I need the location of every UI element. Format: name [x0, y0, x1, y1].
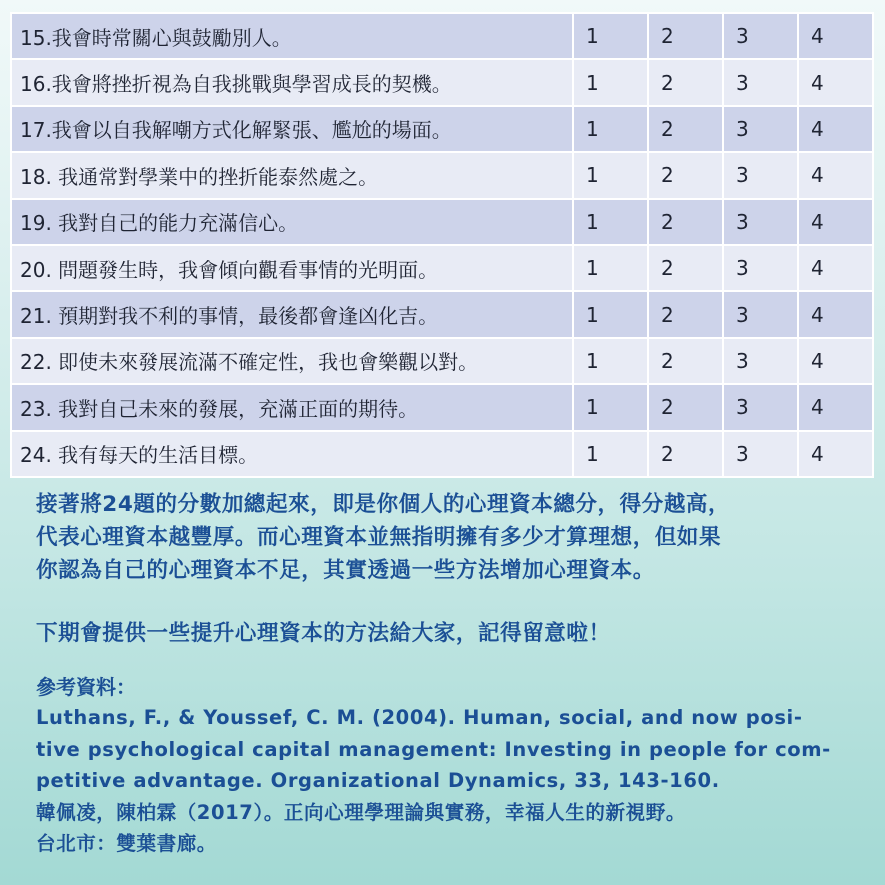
score-3: 3	[723, 59, 798, 105]
score-3: 3	[723, 245, 798, 291]
score-2: 2	[648, 59, 723, 105]
score-2: 2	[648, 291, 723, 337]
score-3: 3	[723, 291, 798, 337]
question-text: 17.我會以自我解嘲方式化解緊張、尷尬的場面。	[11, 106, 573, 152]
table-row	[11, 106, 873, 152]
survey-table	[10, 12, 874, 478]
score-3: 3	[723, 13, 798, 59]
score-2: 2	[648, 338, 723, 384]
score-1: 1	[573, 13, 648, 59]
score-1: 1	[573, 199, 648, 245]
score-4: 4	[798, 199, 873, 245]
score-3: 3	[723, 106, 798, 152]
question-text: 16.我會將挫折視為自我挑戰與學習成長的契機。	[11, 59, 573, 105]
reference-line: tive psychological capital management: Investing in people for com-	[36, 737, 831, 761]
table-row	[11, 338, 873, 384]
references-list	[36, 702, 866, 860]
table-row	[11, 59, 873, 105]
question-text: 19. 我對自己的能力充滿信心。	[11, 199, 573, 245]
score-1: 1	[573, 59, 648, 105]
score-1: 1	[573, 338, 648, 384]
score-2: 2	[648, 199, 723, 245]
score-4: 4	[798, 338, 873, 384]
score-2: 2	[648, 152, 723, 198]
next-issue-note: 下期會提供一些提升心理資本的方法給大家，記得留意啦！	[36, 621, 611, 646]
score-2: 2	[648, 13, 723, 59]
scoring-summary	[36, 488, 866, 587]
survey-table-body	[11, 13, 873, 477]
score-4: 4	[798, 384, 873, 430]
score-3: 3	[723, 338, 798, 384]
score-1: 1	[573, 245, 648, 291]
score-4: 4	[798, 106, 873, 152]
score-2: 2	[648, 106, 723, 152]
score-2: 2	[648, 384, 723, 430]
table-row	[11, 431, 873, 477]
reference-line: petitive advantage. Organizational Dynamics, 33, 143-160.	[36, 769, 720, 792]
score-4: 4	[798, 13, 873, 59]
score-2: 2	[648, 245, 723, 291]
summary-line: 你認為自己的心理資本不足，其實透過一些方法增加心理資本。	[36, 558, 655, 583]
score-4: 4	[798, 152, 873, 198]
score-1: 1	[573, 106, 648, 152]
score-1: 1	[573, 152, 648, 198]
reference-line: 韓佩凌，陳柏霖（2017）。正向心理學理論與實務，幸福人生的新視野。	[36, 800, 686, 824]
summary-line: 接著將24題的分數加總起來，即是你個人的心理資本總分，得分越高，	[36, 492, 731, 517]
table-row	[11, 13, 873, 59]
score-4: 4	[798, 59, 873, 105]
score-4: 4	[798, 291, 873, 337]
question-text: 24. 我有每天的生活目標。	[11, 431, 573, 477]
score-3: 3	[723, 152, 798, 198]
reference-line: 台北市：雙葉書廊。	[36, 832, 217, 855]
score-3: 3	[723, 199, 798, 245]
score-3: 3	[723, 384, 798, 430]
score-1: 1	[573, 431, 648, 477]
question-text: 15.我會時常關心與鼓勵別人。	[11, 13, 573, 59]
question-text: 18. 我通常對學業中的挫折能泰然處之。	[11, 152, 573, 198]
score-2: 2	[648, 431, 723, 477]
table-row	[11, 152, 873, 198]
table-row	[11, 384, 873, 430]
question-text: 23. 我對自己未來的發展，充滿正面的期待。	[11, 384, 573, 430]
score-1: 1	[573, 384, 648, 430]
score-1: 1	[573, 291, 648, 337]
reference-line: Luthans, F., & Youssef, C. M. (2004). Human, social, and now posi-	[36, 706, 803, 729]
question-text: 21. 預期對我不利的事情，最後都會逢凶化吉。	[11, 291, 573, 337]
references-heading: 參考資料：	[36, 675, 136, 699]
score-3: 3	[723, 431, 798, 477]
table-row	[11, 291, 873, 337]
question-text: 20. 問題發生時，我會傾向觀看事情的光明面。	[11, 245, 573, 291]
table-row	[11, 199, 873, 245]
summary-line: 代表心理資本越豐厚。而心理資本並無指明擁有多少才算理想，但如果	[36, 525, 722, 550]
score-4: 4	[798, 245, 873, 291]
table-row	[11, 245, 873, 291]
notes-section	[36, 488, 866, 860]
score-4: 4	[798, 431, 873, 477]
question-text: 22. 即使未來發展流滿不確定性，我也會樂觀以對。	[11, 338, 573, 384]
